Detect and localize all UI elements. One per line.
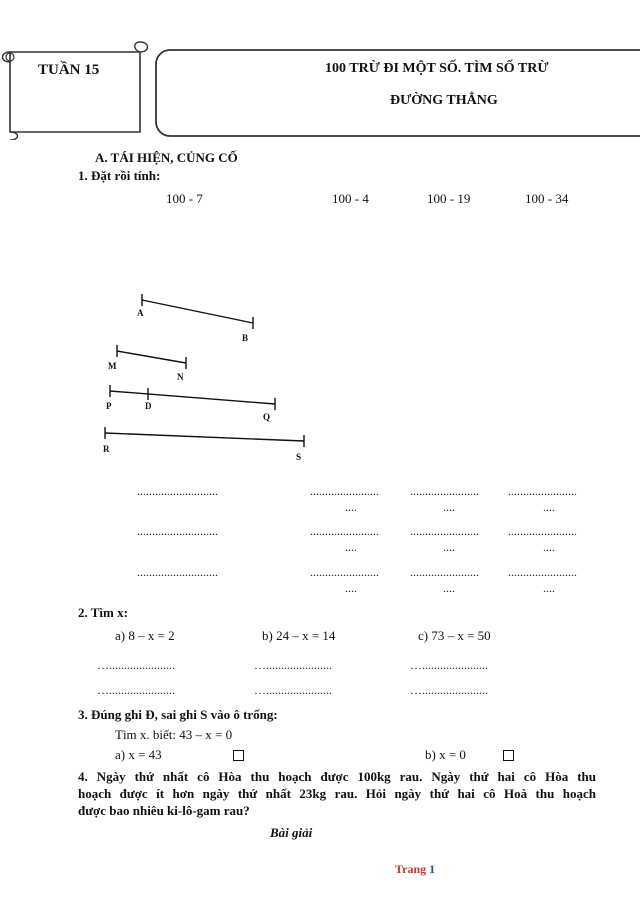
label-d: D [145, 401, 152, 411]
answer-line-cont: .... [345, 540, 357, 554]
answer-line[interactable]: ....................... [310, 484, 379, 498]
calc-item-3: 100 - 19 [427, 191, 471, 206]
equation-b: b) 24 – x = 14 [262, 628, 336, 643]
page-word: Trang [395, 862, 427, 876]
answer-line[interactable]: ........................... [137, 484, 218, 498]
label-b: B [242, 333, 249, 343]
exercise-1-title: 1. Đặt rồi tính: [78, 168, 161, 183]
answer-line-cont: .... [543, 540, 555, 554]
answer-box-a[interactable] [233, 750, 244, 761]
answer-line-cont: .... [345, 500, 357, 514]
calc-item-1: 100 - 7 [166, 191, 203, 206]
work-line[interactable]: …...................... [410, 658, 488, 672]
option-b: b) x = 0 [425, 747, 466, 762]
solution-heading: Bài giải [270, 825, 313, 840]
answer-line[interactable]: ....................... [310, 524, 379, 538]
exercise-3-title: 3. Đúng ghi Đ, sai ghi S vào ô trống: [78, 707, 278, 722]
work-line[interactable]: …...................... [97, 683, 175, 697]
label-s: S [296, 452, 302, 462]
segment-mn [117, 351, 186, 363]
answer-line[interactable]: ....................... [410, 565, 479, 579]
answer-line-cont: .... [543, 581, 555, 595]
header-banner [0, 40, 640, 140]
equation-c: c) 73 – x = 50 [418, 628, 491, 643]
calc-item-2: 100 - 4 [332, 191, 369, 206]
answer-box-b[interactable] [503, 750, 514, 761]
page-title: 100 TRỪ ĐI MỘT SỐ. TÌM SỐ TRỪ [325, 61, 549, 76]
exercise-4-line-3: được bao nhiêu ki-lô-gam rau? [78, 803, 250, 818]
label-n: N [177, 372, 184, 382]
segment-ab [142, 300, 253, 323]
work-line[interactable]: …...................... [254, 658, 332, 672]
page-number: 1 [429, 862, 436, 876]
label-r: R [103, 444, 110, 454]
page-subtitle: ĐƯỜNG THẲNG [390, 93, 498, 108]
label-p: P [106, 401, 112, 411]
answer-line[interactable]: ....................... [508, 565, 577, 579]
work-line[interactable]: …...................... [97, 658, 175, 672]
option-a: a) x = 43 [115, 747, 162, 762]
answer-line[interactable]: ........................... [137, 524, 218, 538]
section-a-heading: A. TÁI HIỆN, CỦNG CỐ [95, 150, 238, 165]
answer-line-cont: .... [443, 500, 455, 514]
label-a: A [137, 308, 144, 318]
equation-a: a) 8 – x = 2 [115, 628, 175, 643]
answer-line[interactable]: ....................... [310, 565, 379, 579]
answer-line[interactable]: ........................... [137, 565, 218, 579]
segment-rs [105, 433, 304, 441]
answer-line-cont: .... [543, 500, 555, 514]
exercise-3-prompt: Tìm x. biết: 43 – x = 0 [115, 727, 233, 742]
work-line[interactable]: …...................... [410, 683, 488, 697]
line-segments-figure [95, 285, 325, 475]
exercise-4-line-2: hoạch được ít hơn ngày thứ nhất 23kg rau. Hỏi ngày thứ hai cô Hoà thu hoạch [78, 786, 596, 801]
exercise-2-title: 2. Tìm x: [78, 605, 128, 620]
calc-item-4: 100 - 34 [525, 191, 569, 206]
label-m: M [108, 361, 117, 371]
answer-line[interactable]: ....................... [508, 484, 577, 498]
answer-line-cont: .... [443, 581, 455, 595]
exercise-4-line-1: 4. Ngày thứ nhất cô Hòa thu hoạch được 100kg rau. Ngày thứ hai cô Hòa thu [78, 769, 596, 784]
answer-line[interactable]: ....................... [410, 484, 479, 498]
answer-line[interactable]: ....................... [508, 524, 577, 538]
answer-line[interactable]: ....................... [410, 524, 479, 538]
page-footer [395, 862, 435, 877]
answer-line-cont: .... [443, 540, 455, 554]
answer-line-cont: .... [345, 581, 357, 595]
line-pdq [110, 391, 275, 404]
week-label: TUẦN 15 [38, 62, 100, 78]
label-q: Q [263, 412, 271, 422]
work-line[interactable]: …...................... [254, 683, 332, 697]
